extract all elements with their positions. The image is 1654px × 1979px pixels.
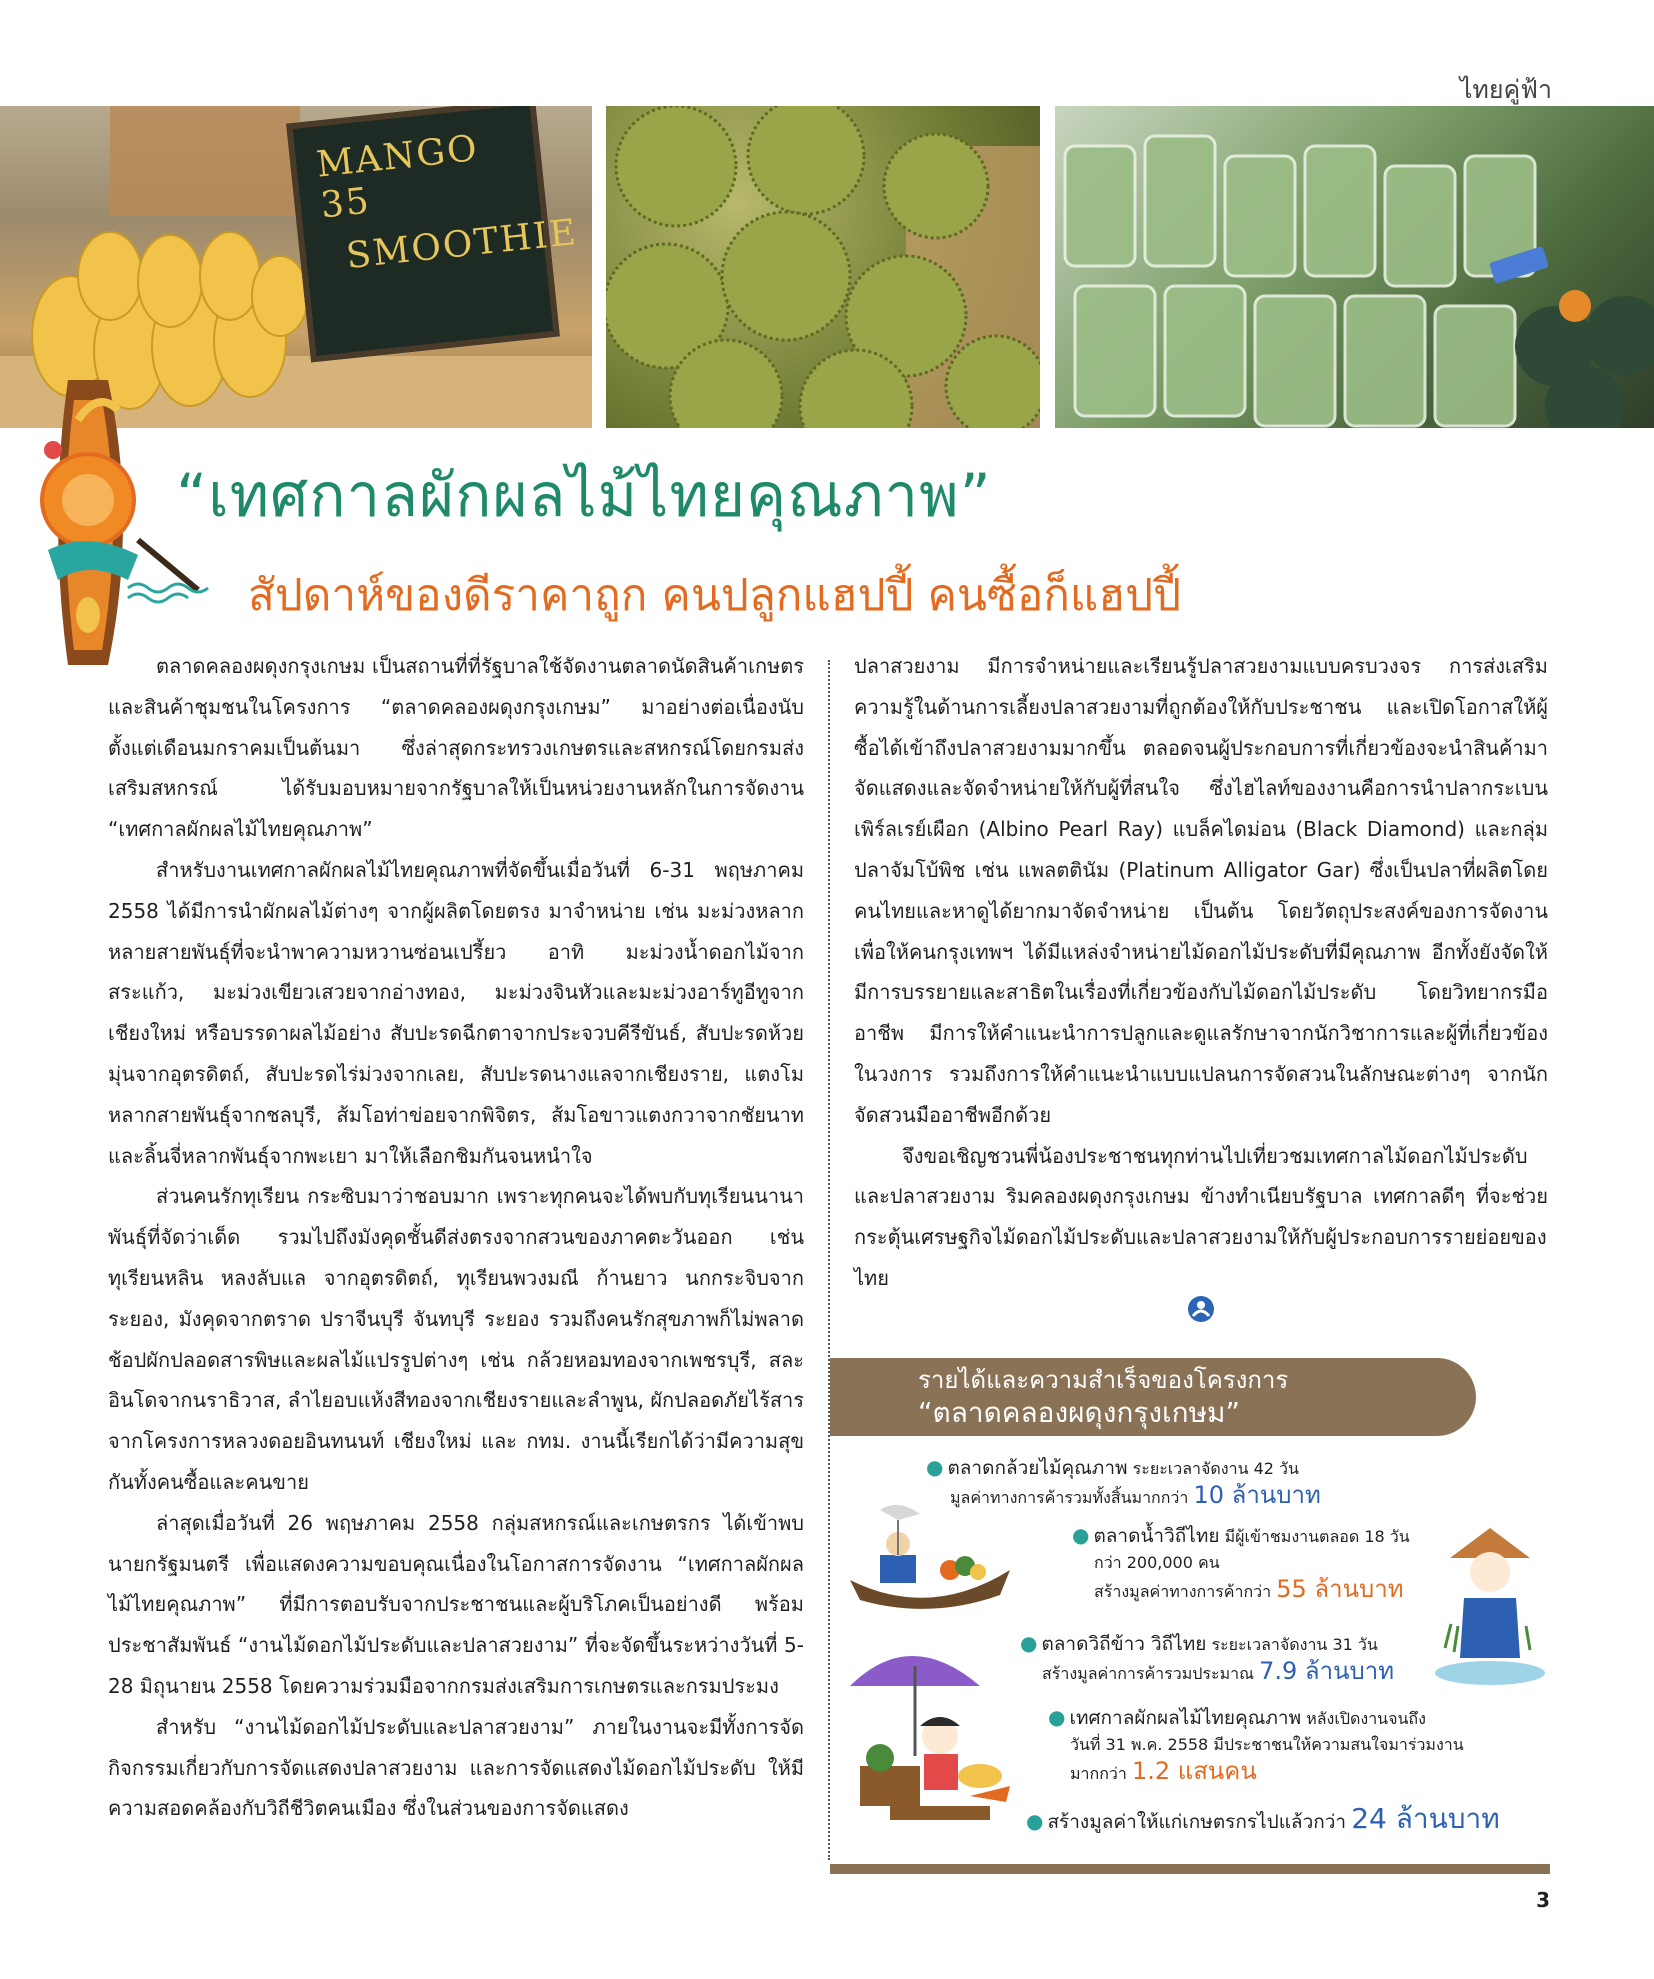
stat-highlight: 7.9 ล้านบาท	[1259, 1657, 1395, 1685]
sign-price: 35	[318, 180, 373, 227]
left-paragraph-2: สำหรับงานเทศกาลผักผลไม้ไทยคุณภาพที่จัดขึ้นเมื่อวันที่ 6-31 พฤษภาคม 2558 ได้มีการนำผักผลไม้ต่างๆ จากผู้ผลิตโดยตรง มาจำหน่าย เช่น มะม่วงหลากหลายสายพันธุ์ที่จะนำพาความหวานซ่อนเปรี้ยว อาทิ มะม่วงน้ำดอกไม้จากสระแก้ว, มะม่วงเขียวเสวยจากอ่างทอง, มะม่วงจินหัวและมะม่วงอาร์ทูอีทูจากเชียงใหม่ หรือบรรดาผลไม้อย่าง สับปะรดฉีกตาจากประจวบคีรีขันธ์, สับปะรดห้วยมุ่นจากอุตรดิตถ์, สับปะรดไร่ม่วงจากเลย, สับปะรดนางแลจากเชียงราย, แตงโมหลากสายพันธุ์จากชลบุรี, ส้มโอท่าข่อยจากพิจิตร, ส้มโอขาวแตงกวาจากชัยนาท และลิ้นจี่หลากพันธุ์จากพะเยา มาให้เลือกชิมกันจนหนำใจ	[108, 857, 804, 1168]
vendor-umbrella-illustration	[840, 1626, 1040, 1836]
bagged-vegetables-illustration	[1055, 106, 1654, 428]
stat-line1: ระยะเวลาจัดงาน 42 วัน	[1132, 1459, 1299, 1478]
sign-text-mango: MANGO	[314, 127, 481, 186]
stat-highlight: 1.2 แสนคน	[1131, 1757, 1257, 1785]
stat-farmer-value	[1026, 1802, 1500, 1836]
stat-rice-market	[1020, 1630, 1394, 1687]
floating-market-boat-illustration	[840, 1500, 1020, 1620]
stat-line2: มูลค่าทางการค้ารวมทั้งสิ้นมากกว่า	[950, 1488, 1189, 1507]
stat-orchid-market	[926, 1454, 1321, 1511]
stat-name: ตลาดกล้วยไม้คุณภาพ	[947, 1457, 1128, 1479]
article-headline: “เทศกาลผักผลไม้ไทยคุณภาพ”	[176, 461, 992, 531]
project-results-box	[830, 1358, 1550, 1874]
left-paragraph-4: ล่าสุดเมื่อวันที่ 26 พฤษภาคม 2558 กลุ่มสหกรณ์และเกษตรกร ได้เข้าพบนายกรัฐมนตรี เพื่อแสดงความขอบคุณเนื่องในโอกาสการจัดงาน “เทศกาลผักผลไม้ไทยคุณภาพ” ที่มีการตอบรับจากประชาชนและผู้บริโภคเป็นอย่างดี พร้อมประชาสัมพันธ์ “งานไม้ดอกไม้ประดับและปลาสวยงาม” ที่จะจัดขึ้นระหว่างวันที่ 5-28 มิถุนายน 2558 โดยความร่วมมือจากกรมส่งเสริมการเกษตรและกรมประมง	[108, 1510, 804, 1698]
article-end-icon	[1188, 1296, 1214, 1322]
vegetables-photo	[1055, 106, 1654, 428]
stat-name: สร้างมูลค่าให้แก่เกษตรกรไปแล้วกว่า	[1047, 1811, 1347, 1833]
right-paragraph-2: จึงขอเชิญชวนพี่น้องประชาชนทุกท่านไปเที่ยวชมเทศกาลไม้ดอกไม้ประดับและปลาสวยงาม ริมคลองผดุงกรุงเกษม ข้างทำเนียบรัฐบาล เทศกาลดีๆ ที่จะช่วยกระตุ้นเศรษฐกิจไม้ดอกไม้ประดับและปลาสวยงามให้กับผู้ประกอบการรายย่อยของไทย	[854, 1143, 1548, 1290]
bullet-icon: ●	[1048, 1705, 1066, 1729]
article-column-right	[854, 646, 1548, 1299]
stat-name: ตลาดวิถีข้าว วิถีไทย	[1041, 1633, 1207, 1655]
stat-name: เทศกาลผักผลไม้ไทยคุณภาพ	[1069, 1707, 1302, 1729]
info-box-header	[830, 1358, 1476, 1436]
stat-highlight: 24 ล้านบาท	[1351, 1802, 1500, 1835]
bullet-icon: ●	[1072, 1523, 1090, 1547]
stat-name: ตลาดน้ำวิถีไทย	[1093, 1525, 1220, 1547]
page-number: 3	[1536, 1888, 1550, 1912]
durian-pile-illustration	[606, 106, 1040, 428]
article-column-left	[108, 646, 804, 1829]
stat-line2: สร้างมูลค่าการค้ารวมประมาณ	[1042, 1664, 1254, 1683]
durian-photo	[606, 106, 1040, 428]
stat-highlight: 55 ล้านบาท	[1276, 1575, 1404, 1603]
stat-line1: ระยะเวลาจัดงาน 31 วัน	[1211, 1635, 1378, 1654]
stat-line2: วันที่ 31 พ.ค. 2558 มีประชาชนให้ความสนใจมาร่วมงาน	[1070, 1735, 1464, 1754]
rice-farmer-illustration	[1430, 1528, 1550, 1688]
section-label: ไทยคู่ฟ้า	[1459, 75, 1552, 104]
stat-line2: กว่า 200,000 คน	[1094, 1553, 1220, 1572]
stat-line3: มากกว่า	[1070, 1764, 1127, 1783]
left-paragraph-5: สำหรับ “งานไม้ดอกไม้ประดับและปลาสวยงาม” ภายในงานจะมีทั้งการจัดกิจกรรมเกี่ยวกับการจัดแสดงปลาสวยงาม และการจัดแสดงไม้ดอกไม้ประดับ ให้มีความสอดคล้องกับวิถีชีวิตคนเมือง ซึ่งในส่วนของการจัดแสดง	[108, 1714, 804, 1821]
stat-fruit-festival	[1048, 1704, 1464, 1787]
bullet-icon: ●	[926, 1455, 944, 1479]
info-box-subtitle: “ตลาดคลองผดุงกรุงเกษม”	[918, 1396, 1240, 1429]
right-paragraph-1: ปลาสวยงาม มีการจำหน่ายและเรียนรู้ปลาสวยงามแบบครบวงจร การส่งเสริมความรู้ในด้านการเลี้ยงปลาสวยงามที่ถูกต้องให้กับประชาชน และเปิดโอกาสให้ผู้ซื้อได้เข้าถึงปลาสวยงามมากขึ้น ตลอดจนผู้ประกอบการที่เกี่ยวข้องจะนำสินค้ามาจัดแสดงและจัดจำหน่ายให้กับผู้ที่สนใจ ซึ่งไฮไลท์ของงานคือการนำปลากระเบนเพิร์ลเรย์เผือก (Albino Pearl Ray) แบล็คไดม่อน (Black Diamond) และกลุ่มปลาจัมโบ้พิช เช่น แพลตตินัม (Platinum Alligator Gar) ซึ่งเป็นปลาที่ผลิตโดยคนไทยและหาดูได้ยากมาจัดจำหน่าย เป็นต้น โดยวัตถุประสงค์ของการจัดงาน เพื่อให้คนกรุงเทพฯ ได้มีแหล่งจำหน่ายไม้ดอกไม้ประดับที่มีคุณภาพ อีกทั้งยังจัดให้มีการบรรยายและสาธิตในเรื่องที่เกี่ยวข้องกับไม้ดอกไม้ประดับ โดยวิทยากรมืออาชีพ มีการให้คำแนะนำการปลูกและดูแลรักษาจากนักวิชาการและผู้ที่เกี่ยวข้องในวงการ รวมถึงการให้คำแนะนำแบบแปลนการจัดสวนในลักษณะต่างๆ จากนักจัดสวนมืออาชีพอีกด้วย	[854, 654, 1548, 1127]
stat-line1: หลังเปิดงานจนถึง	[1306, 1709, 1426, 1728]
stat-floating-market	[1072, 1522, 1410, 1605]
article-subheadline: สัปดาห์ของดีราคาถูก คนปลูกแฮปปี้ คนซื้อก็แฮปปี้	[248, 570, 1182, 621]
left-paragraph-3: ส่วนคนรักทุเรียน กระซิบมาว่าชอบมาก เพราะทุกคนจะได้พบกับทุเรียนนานาพันธุ์ที่จัดว่าเด็ด รวมไปถึงมังคุดชั้นดีส่งตรงจากสวนของภาคตะวันออก เช่น ทุเรียนหลิน หลงลับแล จากอุตรดิตถ์, ทุเรียนพวงมณี ก้านยาว นกกระจิบจากระยอง, มังคุดจากตราด ปราจีนบุรี จันทบุรี ระยอง รวมถึงคนรักสุขภาพก็ไม่พลาดช้อปผักปลอดสารพิษและผลไม้แปรรูปต่างๆ เช่น กล้วยหอมทองจากเพชรบุรี, สละอินโดจากนราธิวาส, ลำไยอบแห้งสีทองจากเชียงรายและลำพูน, ผักปลอดภัยไร้สารจากโครงการหลวงดอยอินทนนท์ เชียงใหม่ และ กทม. งานนี้เรียกได้ว่ามีความสุขกันทั้งคนซื้อและคนขาย	[108, 1184, 804, 1494]
bullet-icon: ●	[1026, 1809, 1044, 1833]
info-box-bottom-rule	[830, 1864, 1550, 1874]
left-paragraph-1: ตลาดคลองผดุงกรุงเกษม เป็นสถานที่ที่รัฐบาลใช้จัดงานตลาดนัดสินค้าเกษตรและสินค้าชุมชนในโครงการ “ตลาดคลองผดุงกรุงเกษม” มาอย่างต่อเนื่องนับตั้งแต่เดือนมกราคมเป็นต้นมา ซึ่งล่าสุดกระทรวงเกษตรและสหกรณ์โดยกรมส่งเสริมสหกรณ์ ได้รับมอบหมายจากรัฐบาลให้เป็นหน่วยงานหลักในการจัดงาน “เทศกาลผักผลไม้ไทยคุณภาพ”	[108, 654, 804, 842]
sign-text-smoothie: SMOOTHIE	[344, 211, 580, 278]
bullet-icon: ●	[1020, 1631, 1038, 1655]
info-box-title: รายได้และความสำเร็จของโครงการ	[918, 1366, 1289, 1394]
stat-line3: สร้างมูลค่าทางการค้ากว่า	[1094, 1582, 1272, 1601]
stat-highlight: 10 ล้านบาท	[1193, 1481, 1321, 1509]
stat-line1: มีผู้เข้าชมงานตลอด 18 วัน	[1224, 1527, 1410, 1546]
mango-smoothie-sign	[286, 106, 580, 362]
